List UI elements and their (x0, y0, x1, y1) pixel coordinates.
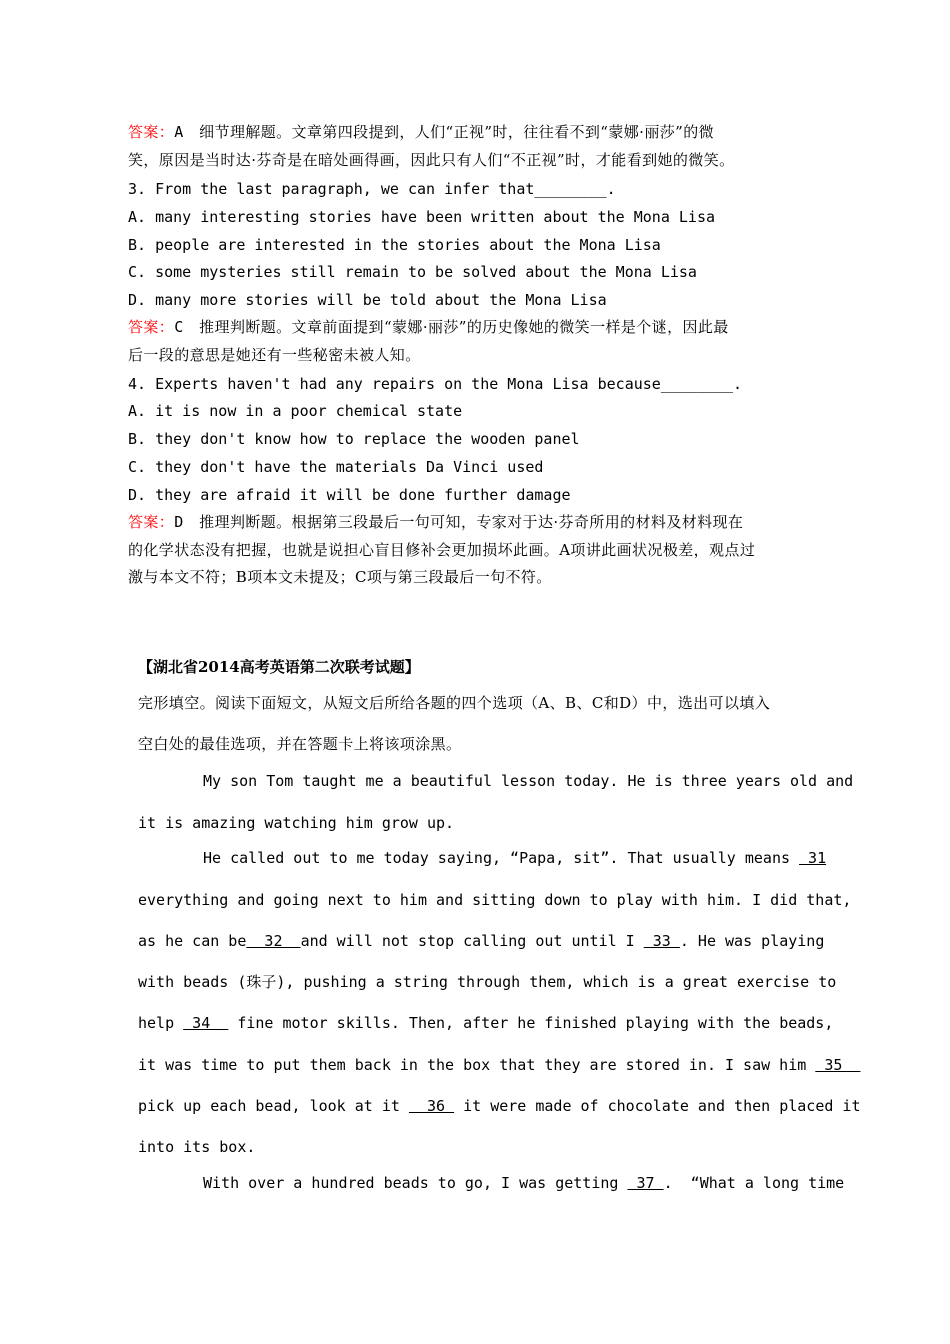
q4-option-a: A. it is now in a poor chemical state (128, 402, 463, 420)
blank-34: 34 (183, 1014, 229, 1032)
blank-33: 33 (643, 932, 680, 950)
blank-37: 37 (627, 1174, 664, 1192)
answer-label: 答案： (128, 123, 175, 141)
q4-option-d: D. they are afraid it will be done further damage (128, 486, 571, 504)
q4-stem: 4. Experts haven't had any repairs on the Mona Lisa because________. (128, 375, 743, 393)
q3-answer-line1 (128, 317, 729, 337)
passage-line: pick up each bead, look at it 36 it were made of chocolate and then placed it (138, 1097, 861, 1115)
answer-explanation: 细节理解题。文章第四段提到，人们“正视”时，往往看不到“蒙娜·丽莎”的微 (199, 123, 715, 141)
q4-answer-line1 (128, 512, 743, 532)
answer-letter: C (174, 318, 184, 336)
blank-31: 31 (799, 849, 827, 867)
q3-option-b: B. people are interested in the stories about the Mona Lisa (128, 236, 661, 254)
q3-stem: 3. From the last paragraph, we can infer that________. (128, 180, 616, 198)
q4-answer-line3: 激与本文不符；B项本文未提及；C项与第三段最后一句不符。 (128, 568, 552, 586)
blank-35: 35 (815, 1056, 861, 1074)
blank-36: 36 (408, 1097, 455, 1115)
passage-line: with beads (珠子), pushing a string through them, which is a great exercise to (138, 973, 837, 991)
q2-answer-line2: 笑，原因是当时达·芬奇是在暗处画得画，因此只有人们“不正视”时，才能看到她的微笑。 (128, 151, 735, 169)
passage-line: everything and going next to him and sitting down to play with him. I did that, (138, 891, 852, 909)
q3-answer-line2: 后一段的意思是她还有一些秘密未被人知。 (128, 346, 421, 364)
passage-line: help 34 fine motor skills. Then, after he finished playing with the beads, (138, 1014, 834, 1032)
answer-label: 答案： (128, 318, 175, 336)
blank-32: 32 (246, 932, 301, 950)
answer-letter: A (174, 123, 184, 141)
q4-answer-line2: 的化学状态没有把握，也就是说担心盲目修补会更加损坏此画。A项讲此画状况极差，观点过 (128, 541, 756, 559)
cloze-instruction-line1: 完形填空。阅读下面短文，从短文后所给各题的四个选项（A、B、C和D）中，选出可以填入 (138, 694, 771, 712)
passage-line: With over a hundred beads to go, I was getting 37 . “What a long time (203, 1174, 845, 1192)
answer-label: 答案： (128, 513, 175, 531)
passage-line: it is amazing watching him grow up. (138, 814, 455, 832)
answer-explanation: 推理判断题。根据第三段最后一句可知，专家对于达·芬奇所用的材料及材料现在 (199, 513, 744, 531)
q4-option-c: C. they don't have the materials Da Vinci used (128, 458, 544, 476)
passage-line: He called out to me today saying, “Papa, sit”. That usually means 31 (203, 849, 827, 867)
passage-line: it was time to put them back in the box that they are stored in. I saw him 35 (138, 1056, 861, 1074)
q2-answer-line1 (128, 122, 714, 142)
passage-line: into its box. (138, 1138, 256, 1156)
q3-option-d: D. many more stories will be told about the Mona Lisa (128, 291, 607, 309)
q3-option-c: C. some mysteries still remain to be solved about the Mona Lisa (128, 263, 697, 281)
cloze-instruction-line2: 空白处的最佳选项，并在答题卡上将该项涂黑。 (138, 735, 462, 753)
section-heading: 【湖北省2014高考英语第二次联考试题】 (138, 658, 420, 676)
passage-line: My son Tom taught me a beautiful lesson today. He is three years old and (203, 772, 854, 790)
passage-line: as he can be 32 and will not stop calling out until I 33 . He was playing (138, 932, 825, 950)
answer-letter: D (174, 513, 184, 531)
q3-option-a: A. many interesting stories have been written about the Mona Lisa (128, 208, 715, 226)
answer-explanation: 推理判断题。文章前面提到“蒙娜·丽莎”的历史像她的微笑一样是个谜，因此最 (199, 318, 729, 336)
q4-option-b: B. they don't know how to replace the wooden panel (128, 430, 580, 448)
